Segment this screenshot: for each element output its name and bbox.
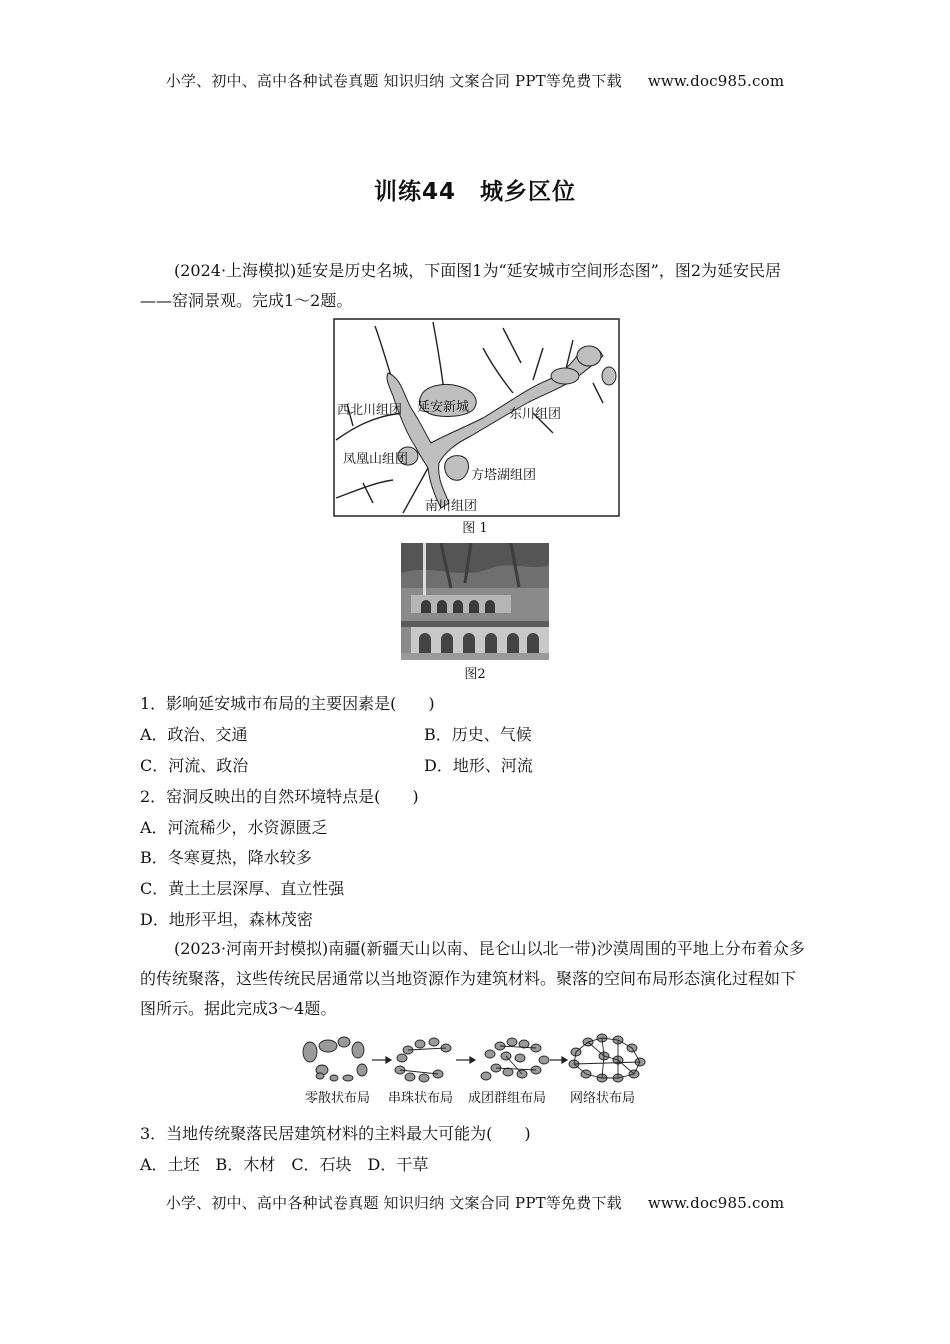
q2-option-d[interactable]: D．地形平坦，森林茂密 — [140, 910, 313, 929]
yanan-city-map — [333, 318, 621, 518]
q2-stem: 2．窑洞反映出的自然环境特点是( ) — [140, 787, 419, 806]
q1-option-a[interactable]: A．政治、交通 — [140, 725, 248, 744]
page-footer — [0, 1192, 950, 1213]
map-label-xincheng: 延安新城 — [417, 400, 470, 415]
page-title: 训练44 城乡区位 — [373, 179, 576, 205]
fig1-caption: 图 1 — [462, 521, 488, 536]
q1-option-c[interactable]: C．河流、政治 — [140, 756, 249, 775]
q1-option-d[interactable]: D．地形、河流 — [424, 756, 533, 775]
layout-label-clustered: 成团群组布局 — [468, 1091, 547, 1106]
intro-paragraph-2: (2023·河南开封模拟)南疆(新疆天山以南、昆仑山以北一带)沙漠周围的平地上分布着众多的传统聚落，这些传统民居通常以当地资源作为建筑材料。聚落的空间布局形态演化过程如下图所示。据此完成3～4题。 — [140, 939, 805, 1018]
intro-paragraph-1: (2024·上海模拟)延安是历史名城，下面图1为“延安城市空间形态图”，图2为延安民居——窑洞景观。完成1～2题。 — [140, 261, 782, 310]
q3-stem: 3．当地传统聚落民居建筑材料的主料最大可能为( ) — [140, 1124, 531, 1143]
map-label-dongchuan: 东川组团 — [509, 407, 562, 422]
layout-label-beaded: 串珠状布局 — [388, 1091, 454, 1106]
header-text: 小学、初中、高中各种试卷真题 知识归纳 文案合同 PPT等免费下载 — [165, 72, 622, 90]
map-label-nanchuan: 南川组团 — [425, 499, 478, 514]
q2-option-c[interactable]: C．黄土土层深厚、直立性强 — [140, 879, 345, 898]
q1-option-b[interactable]: B．历史、气候 — [424, 725, 532, 744]
layout-label-network: 网络状布局 — [570, 1091, 636, 1106]
q2-option-a[interactable]: A．河流稀少，水资源匮乏 — [140, 818, 328, 837]
footer-text: 小学、初中、高中各种试卷真题 知识归纳 文案合同 PPT等免费下载 — [165, 1194, 622, 1212]
header-url[interactable]: www.doc985.com — [647, 72, 785, 90]
settlement-layout-diagram — [300, 1030, 650, 1108]
page-header — [0, 70, 950, 91]
cave-dwelling-photo — [401, 543, 549, 660]
q1-stem: 1．影响延安城市布局的主要因素是( ) — [140, 694, 435, 713]
fig2-caption: 图2 — [464, 667, 486, 682]
map-label-fangtahu: 方塔湖组团 — [471, 468, 537, 483]
q2-option-b[interactable]: B．冬寒夏热，降水较多 — [140, 848, 312, 867]
map-label-fenghuangshan: 凤凰山组团 — [343, 452, 409, 467]
q3-options[interactable]: A．土坯 B．木材 C．石块 D．干草 — [140, 1155, 429, 1174]
footer-url[interactable]: www.doc985.com — [647, 1194, 785, 1212]
layout-label-scattered: 零散状布局 — [305, 1091, 371, 1106]
map-label-xibeichuan: 西北川组团 — [337, 403, 403, 418]
